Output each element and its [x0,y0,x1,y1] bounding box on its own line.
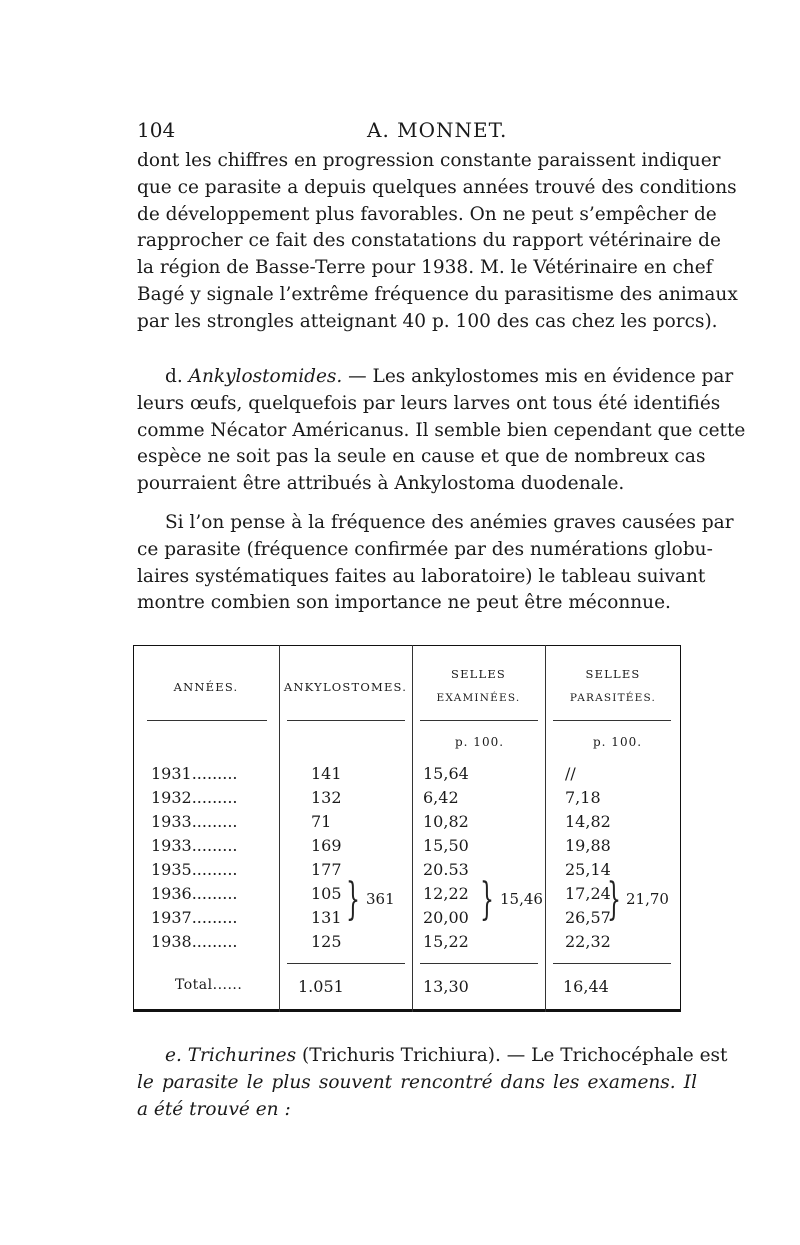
group-brace: } [607,874,621,925]
header-ankylostomes: ANKYLOSTOMES. [283,680,408,694]
page-header [137,118,682,144]
header-selles-examinees-line2: EXAMINÉES. [436,692,521,704]
cell-year: 1931......... [151,764,238,783]
ankylostomes-table [133,645,681,1012]
cell-parasitees: // [565,764,576,783]
header-selles-examinees-line1: SELLES [450,667,507,681]
column-divider [279,645,280,1012]
text-line: espèce ne soit pas la seule en cause et que de nombreux cas [137,446,706,468]
cell-ankylostomes: 71 [311,812,332,831]
cell-parasitees: 25,14 [565,860,611,879]
cell-ankylostomes: 132 [311,788,342,807]
total-ankylostomes: 1.051 [298,977,344,996]
cell-year: 1933......... [151,812,238,831]
paragraph-ankylostomides [137,364,746,498]
section-letter: d. [165,366,189,387]
cell-year: 1935......... [151,860,238,879]
header-rule [420,720,538,721]
page-number: 104 [137,118,176,142]
cell-examinees: 20,00 [423,908,469,927]
unit-label: p. 100. [593,735,643,749]
header-rule [287,720,405,721]
header-selles-parasitees-line2: PARASITÉES. [569,692,657,704]
total-rule [420,963,538,964]
text-line: par les strongles atteignant 40 p. 100 des cas chez les porcs). [137,310,718,332]
text-line: comme Nécator Américanus. Il semble bien cependant que cette [137,419,746,441]
text-line: la région de Basse-Terre pour 1938. M. le Vétérinaire en chef [137,257,713,279]
text-line: a été trouvé en : [137,1098,291,1120]
text-line: Si l’on pense à la fréquence des anémies graves causées par [165,512,734,533]
header-years: ANNÉES. [173,680,239,694]
section-letter: e. [165,1045,188,1066]
text-line: montre combien son importance ne peut être méconnue. [137,592,671,614]
cell-examinees: 15,22 [423,932,469,951]
cell-parasitees: 7,18 [565,788,601,807]
total-parasitees: 16,44 [563,977,609,996]
grouped-ankylostomes: 361 [366,890,395,908]
paragraph-trichurines [137,1043,728,1123]
paragraph-anemies [137,510,734,617]
grouped-examinees: 15,46 [500,890,543,908]
grouped-parasitees: 21,70 [626,890,669,908]
header-selles-parasitees-line1: SELLES [585,667,641,681]
cell-ankylostomes: 141 [311,764,342,783]
text-line: que ce parasite a depuis quelques années trouvé des conditions [137,176,737,198]
cell-ankylostomes: 105 [311,884,342,903]
unit-label: p. 100. [455,735,505,749]
cell-year: 1936......... [151,884,238,903]
total-rule [553,963,671,964]
text-line: dont les chiffres en progression constante paraissent indiquer [137,150,721,171]
text-line: ce parasite (fréquence confirmée par des numérations globu- [137,538,713,560]
cell-year: 1932......... [151,788,238,807]
cell-examinees: 15,50 [423,836,469,855]
text-fragment: — Les ankylostomes mis en évidence par [342,366,734,387]
text-fragment: (Trichuris Trichiura). — Le Trichocéphale est [296,1045,728,1066]
cell-parasitees: 26,57 [565,908,611,927]
text-line: de développement plus favorables. On ne peut s’empêcher de [137,203,717,225]
text-line: leurs œufs, quelquefois par leurs larves ont tous été identifiés [137,392,721,414]
section-title: Trichurines [187,1045,297,1066]
group-brace: } [480,874,494,925]
cell-parasitees: 19,88 [565,836,611,855]
total-examinees: 13,30 [423,977,469,996]
header-rule [553,720,671,721]
cell-ankylostomes: 125 [311,932,342,951]
cell-year: 1938......... [151,932,238,951]
cell-year: 1933......... [151,836,238,855]
group-brace: } [346,874,360,925]
cell-examinees: 6,42 [423,788,459,807]
cell-ankylostomes: 169 [311,836,342,855]
text-line [137,1043,728,1070]
cell-examinees: 15,64 [423,764,469,783]
header-rule [147,720,267,721]
text-line: pourraient être attribués à Ankylostoma duodenale. [137,473,625,495]
text-line: Bagé y signale l’extrême fréquence du parasitisme des animaux [137,283,738,305]
total-label: Total...... [175,977,243,993]
text-line [137,364,734,391]
paragraph-strongles [137,148,738,336]
cell-parasitees: 22,32 [565,932,611,951]
text-line: laires systématiques faites au laboratoire) le tableau suivant [137,565,706,587]
cell-parasitees: 14,82 [565,812,611,831]
cell-ankylostomes: 177 [311,860,342,879]
cell-examinees: 10,82 [423,812,469,831]
text-line: rapprocher ce fait des constatations du rapport vétérinaire de [137,230,721,252]
text-line: le parasite le plus souvent rencontré dans les examens. Il [137,1071,697,1093]
cell-examinees: 12,22 [423,884,469,903]
running-title: A. MONNET. [367,118,508,142]
cell-year: 1937......... [151,908,238,927]
section-title: Ankylostomides. [188,366,343,387]
cell-examinees: 20.53 [423,860,469,879]
total-rule [287,963,405,964]
cell-parasitees: 17,24 [565,884,611,903]
cell-ankylostomes: 131 [311,908,342,927]
